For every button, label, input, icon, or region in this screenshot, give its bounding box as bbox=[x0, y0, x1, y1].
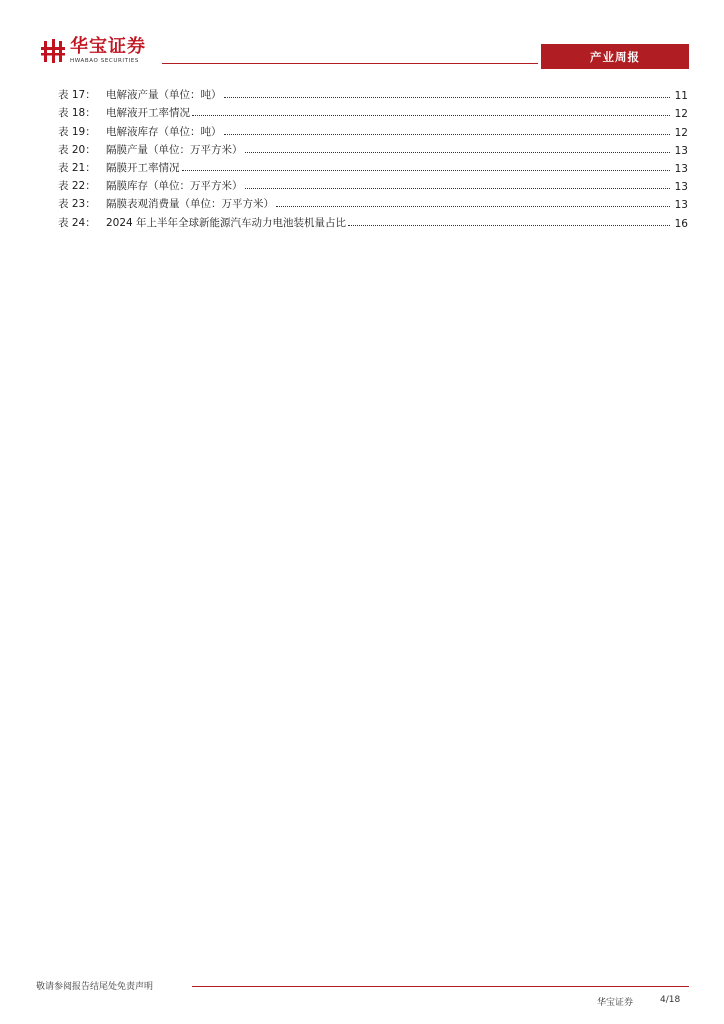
toc-entry[interactable] bbox=[58, 175, 688, 193]
toc-entry-number: 表 19： bbox=[58, 125, 96, 138]
toc-entry-page: 11 bbox=[674, 90, 688, 103]
header-divider bbox=[162, 63, 538, 64]
logo-english-text: HWABAO SECURITIES bbox=[70, 57, 139, 64]
toc-entry-page: 16 bbox=[674, 217, 688, 230]
toc-entry-number: 表 18： bbox=[58, 107, 96, 120]
page-number: 4/18 bbox=[660, 995, 681, 1005]
toc-leader-dots bbox=[224, 133, 671, 135]
toc-entry[interactable] bbox=[58, 193, 688, 211]
toc-entry[interactable] bbox=[58, 157, 688, 175]
toc-entry-title: 隔膜库存（单位：万平方米） bbox=[106, 180, 243, 193]
toc-entry-number: 表 24： bbox=[58, 216, 96, 229]
toc-entry-title: 电解液产量（单位：吨） bbox=[106, 89, 222, 102]
toc-entry-page: 13 bbox=[674, 144, 688, 157]
company-logo bbox=[40, 35, 146, 64]
toc-leader-dots bbox=[348, 224, 670, 226]
report-type-tag: 产业周报 bbox=[541, 44, 689, 69]
table-of-contents bbox=[58, 84, 688, 230]
toc-entry[interactable] bbox=[58, 84, 688, 102]
toc-entry-title: 电解液开工率情况 bbox=[106, 107, 190, 120]
toc-leader-dots bbox=[192, 114, 670, 116]
toc-leader-dots bbox=[182, 169, 671, 171]
toc-entry-title: 隔膜表观消费量（单位：万平方米） bbox=[106, 198, 274, 211]
toc-entry-number: 表 22： bbox=[58, 180, 96, 193]
toc-entry-title: 隔膜开工率情况 bbox=[106, 161, 180, 174]
toc-entry-number: 表 23： bbox=[58, 198, 96, 211]
toc-entry-title: 隔膜产量（单位：万平方米） bbox=[106, 143, 243, 156]
toc-entry[interactable] bbox=[58, 211, 688, 229]
toc-entry-title: 2024 年上半年全球新能源汽车动力电池装机量占比 bbox=[106, 216, 347, 229]
toc-entry-page: 13 bbox=[674, 199, 688, 212]
toc-leader-dots bbox=[276, 205, 670, 207]
page-header bbox=[0, 0, 724, 80]
toc-entry-number: 表 21： bbox=[58, 161, 96, 174]
toc-entry-number: 表 17： bbox=[58, 89, 96, 102]
toc-leader-dots bbox=[245, 151, 671, 153]
logo-chinese-text: 华宝证券 bbox=[70, 35, 146, 57]
toc-leader-dots bbox=[224, 96, 671, 98]
toc-entry[interactable] bbox=[58, 102, 688, 120]
footer-divider bbox=[192, 986, 689, 987]
toc-leader-dots bbox=[245, 187, 671, 189]
toc-entry-page: 12 bbox=[674, 108, 688, 121]
toc-entry-page: 13 bbox=[674, 162, 688, 175]
toc-entry-title: 电解液库存（单位：吨） bbox=[106, 125, 222, 138]
footer-brand: 华宝证券 bbox=[597, 998, 634, 1008]
toc-entry-number: 表 20： bbox=[58, 143, 96, 156]
logo-mark-icon bbox=[40, 38, 66, 64]
disclaimer-note: 敬请参阅报告结尾处免责声明 bbox=[36, 982, 154, 992]
toc-entry[interactable] bbox=[58, 139, 688, 157]
toc-entry-page: 12 bbox=[674, 126, 688, 139]
toc-entry[interactable] bbox=[58, 120, 688, 138]
toc-entry-page: 13 bbox=[674, 181, 688, 194]
